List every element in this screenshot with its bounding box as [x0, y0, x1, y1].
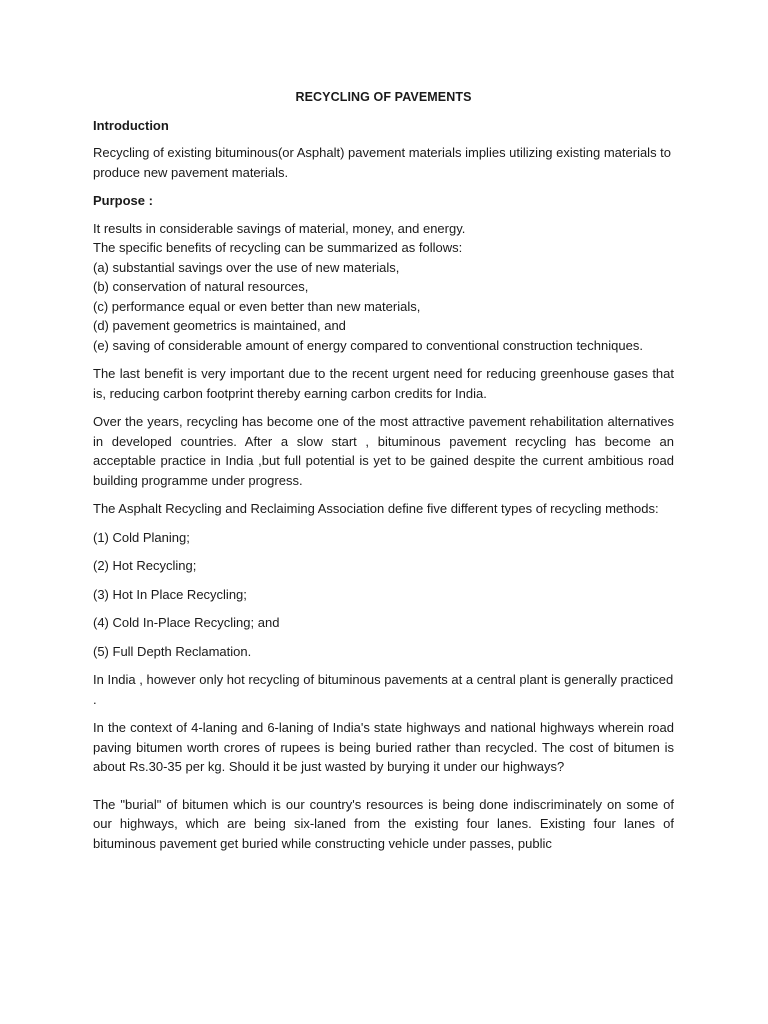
purpose-line: (c) performance equal or even better than new materials, — [93, 298, 421, 314]
method-item: (1) Cold Planing; — [93, 529, 190, 545]
introduction-paragraph: Recycling of existing bituminous(or Asphalt) pavement materials implies utilizing existing materials to produce new pavement materials. — [93, 145, 672, 180]
india-paragraph: In India , however only hot recycling of bituminous pavements at a central plant is generally practiced . — [93, 672, 674, 707]
introduction-heading: Introduction — [93, 117, 169, 133]
last-benefit-paragraph: The last benefit is very important due to the recent urgent need for reducing greenhouse gases that is, reducing carbon footprint thereby earning carbon credits for India. — [93, 366, 674, 401]
purpose-line: (a) substantial savings over the use of new materials, — [93, 259, 400, 275]
context-paragraph: In the context of 4-laning and 6-laning of India's state highways and national highways wherein road paving bitumen worth crores of rupees is being buried rather than recycled. The cost of bitumen is about Rs.30-35 per kg. Should it be just wasted by burying it under our highways? — [93, 720, 674, 774]
association-paragraph: The Asphalt Recycling and Reclaiming Association define five different types of recycling methods: — [93, 501, 659, 516]
purpose-line: (d) pavement geometrics is maintained, and — [93, 318, 346, 333]
purpose-list — [93, 219, 674, 356]
paragraph-spacer — [93, 786, 674, 795]
burial-paragraph: The "burial" of bitumen which is our country's resources is being done indiscriminately on some of our highways, which are being six-laned from the existing four lanes. Existing four lanes of bituminous pavement get buried while constructing vehicle under passes, public — [93, 796, 674, 851]
purpose-heading: Purpose : — [93, 193, 153, 208]
over-the-years-paragraph: Over the years, recycling has become one of the most attractive pavement rehabilitation alternatives in developed countries. After a slow start , bituminous pavement recycling has become an acceptable practice in India ,but full potential is yet to be gained despite the current ambitious road building programme under progress. — [93, 414, 674, 488]
purpose-line: The specific benefits of recycling can be summarized as follows: — [93, 240, 463, 255]
method-item: (2) Hot Recycling; — [93, 558, 197, 573]
document-title: RECYCLING OF PAVEMENTS — [295, 90, 472, 104]
document-body — [93, 88, 674, 862]
method-item: (3) Hot In Place Recycling; — [93, 586, 247, 602]
purpose-line: It results in considerable savings of material, money, and energy. — [93, 220, 466, 236]
method-item: (5) Full Depth Reclamation. — [93, 643, 252, 659]
purpose-line: (b) conservation of natural resources, — [93, 279, 309, 294]
method-item: (4) Cold In-Place Recycling; and — [93, 615, 280, 630]
purpose-line: (e) saving of considerable amount of energy compared to conventional construction techniques. — [93, 337, 643, 353]
